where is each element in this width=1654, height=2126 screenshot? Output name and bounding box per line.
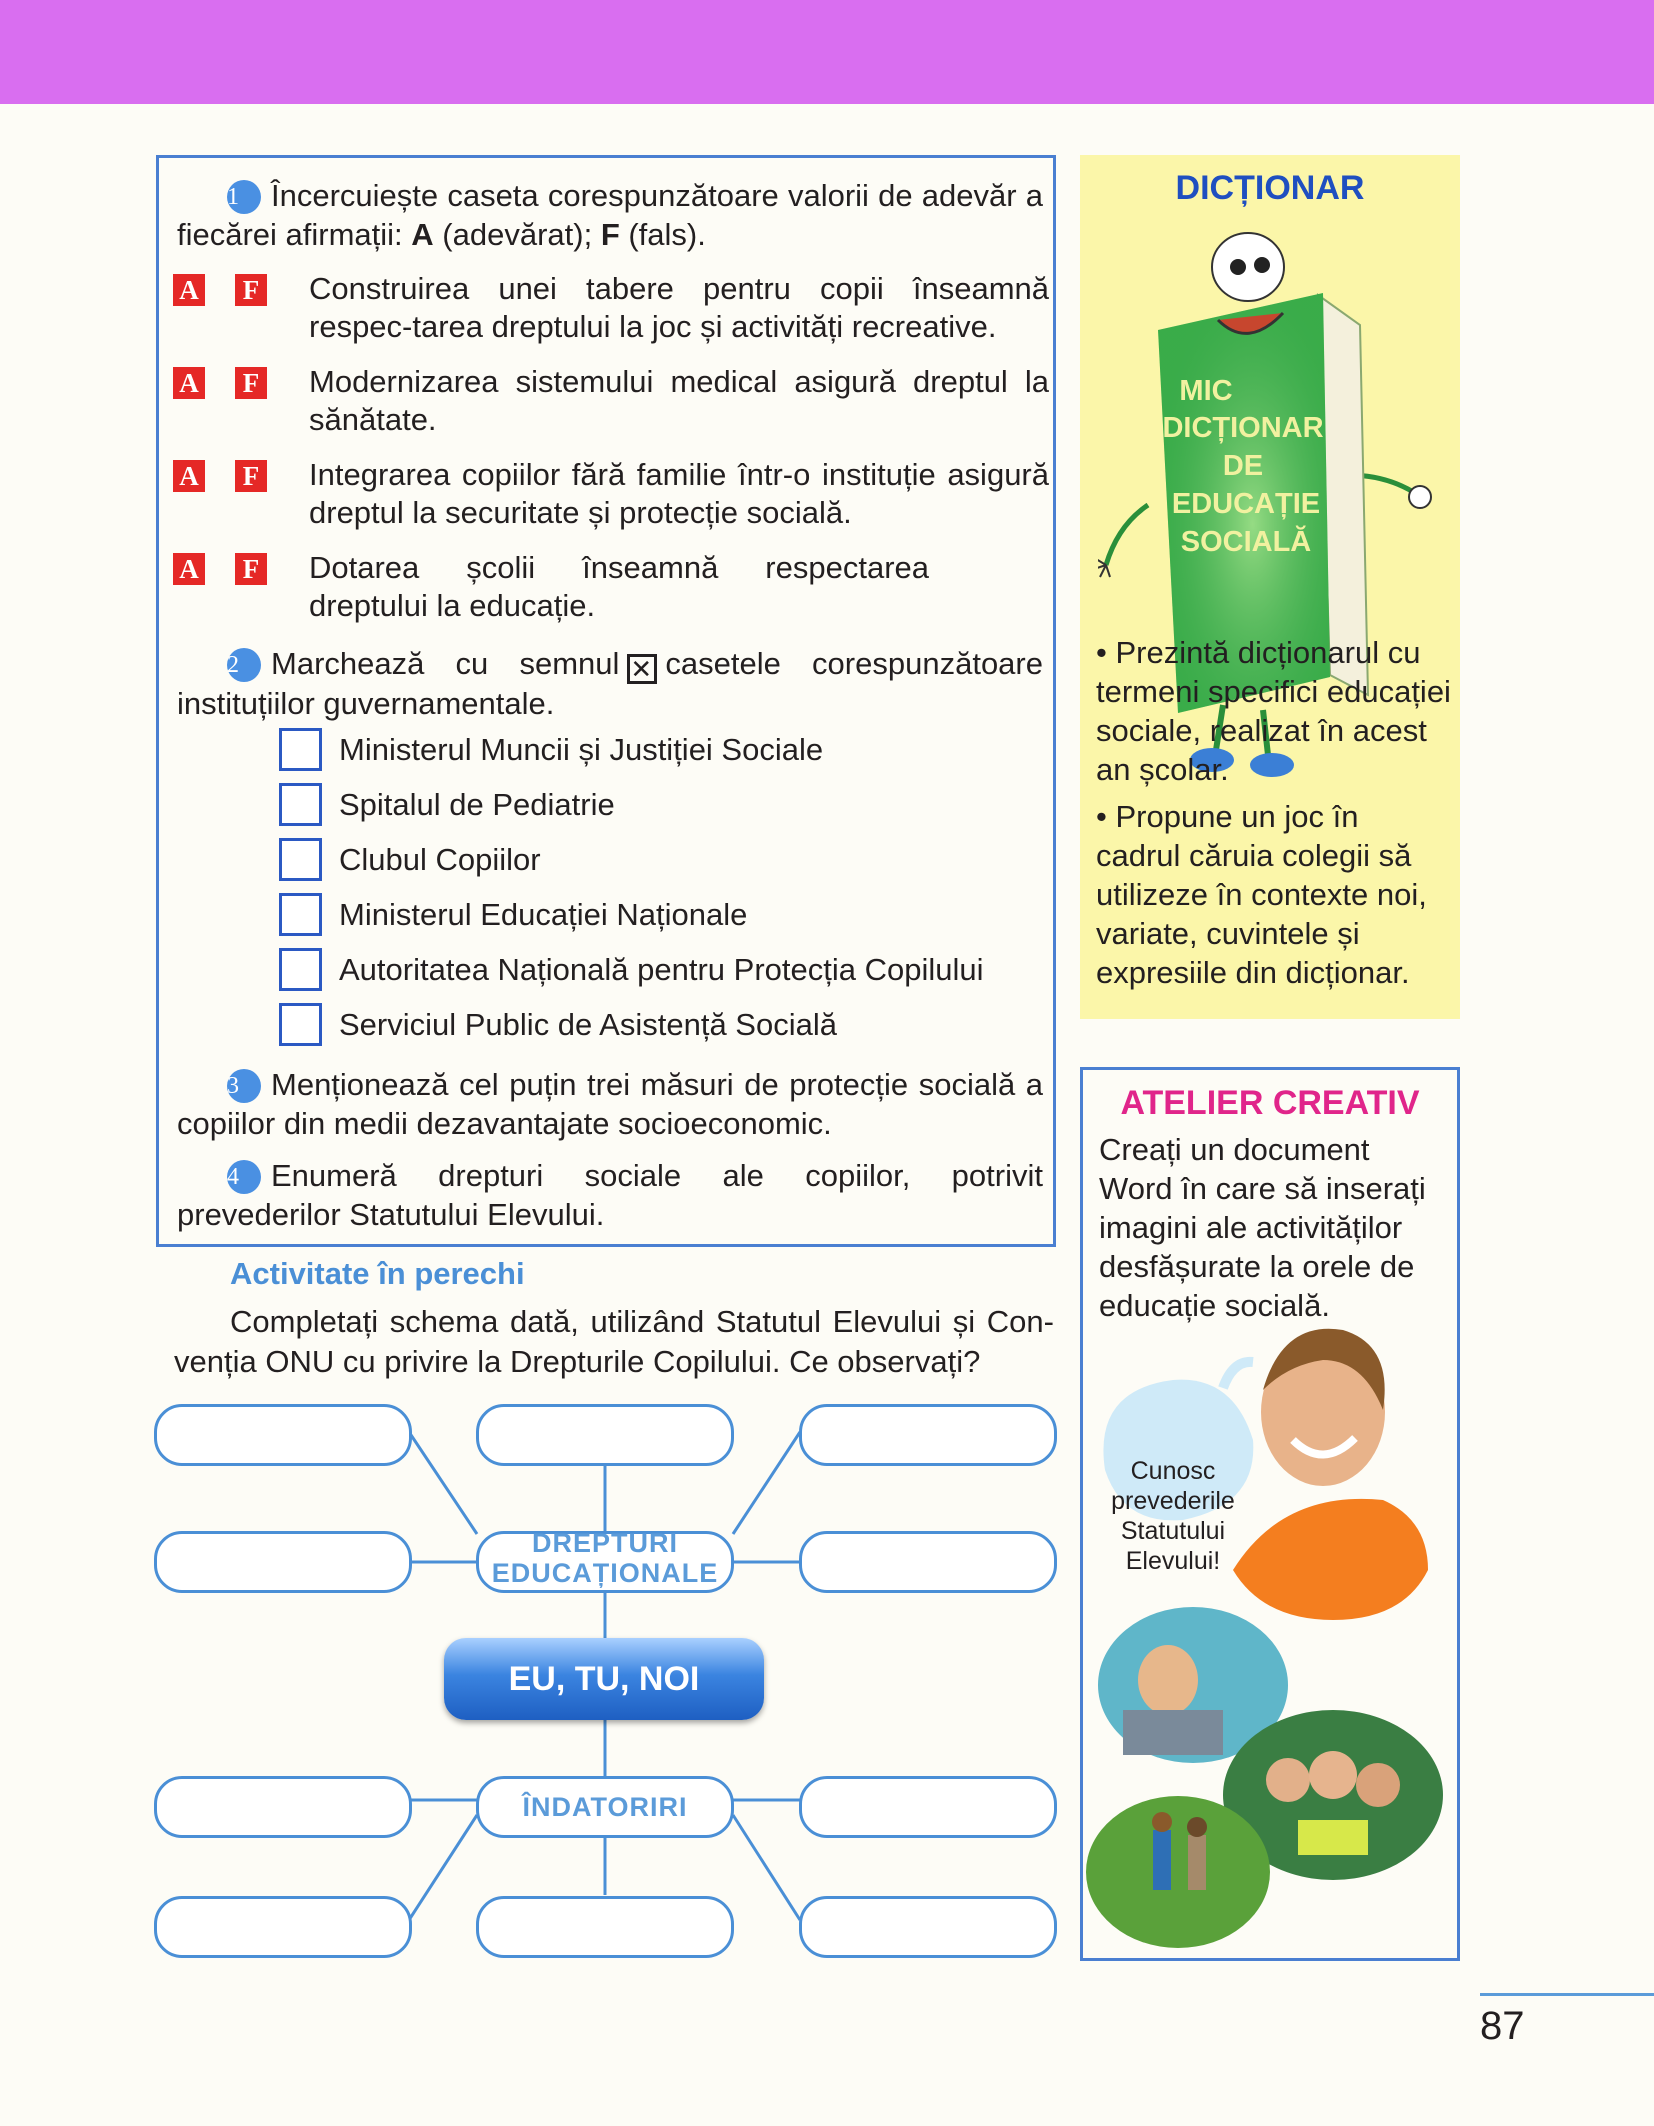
creative-workshop-title: ATELIER CREATIV: [1120, 1084, 1420, 1122]
checkbox[interactable]: [279, 893, 322, 936]
exercise-number-badge: 4: [227, 1160, 261, 1194]
diagram-blank-box[interactable]: [799, 1776, 1057, 1838]
diagram-center-node: EU, TU, NOI: [444, 1638, 764, 1720]
pair-activity-title: Activitate în perechi: [230, 1256, 525, 1291]
dictionary-bullet: • Prezintă dicționarul cu termeni specifici educației sociale, realizat în acest an școlar.: [1096, 635, 1451, 787]
page-number-rule: [1480, 1993, 1654, 1996]
checkbox-label: Spitalul de Pediatrie: [339, 787, 615, 822]
diagram-blank-box[interactable]: [154, 1404, 412, 1466]
true-option-box[interactable]: A: [173, 274, 205, 306]
exercise-4-instruction: 4 Enumeră drepturi sociale ale copiilor, potrivit prevederilor Statutului Elevului.: [177, 1158, 1043, 1232]
exercise-1-instruction: 1 Încercuiește caseta corespunzătoare valorii de adevăr a fiecărei afirmații: A (adevărat); F (fals).: [177, 178, 1043, 252]
checkbox[interactable]: [279, 1003, 322, 1046]
false-option-box[interactable]: F: [235, 274, 267, 306]
diagram-blank-box[interactable]: [154, 1776, 412, 1838]
exercise-number-badge: 3: [227, 1069, 261, 1103]
pair-activity-text: Completați schema dată, utilizând Statutul Elevului și Con-venția ONU cu privire la Drepturile Copilului. Ce observați?: [174, 1304, 1054, 1379]
exercise-3-instruction: 3 Menționează cel puțin trei măsuri de protecție socială a copiilor din medii dezavantajate socioeconomic.: [177, 1067, 1043, 1141]
boy-portrait-image: [1233, 1329, 1428, 1620]
true-false-item: [173, 363, 1049, 443]
true-false-item: [173, 549, 1049, 629]
exercise-number-badge: 2: [227, 648, 261, 682]
true-option-box[interactable]: A: [173, 553, 205, 585]
checkbox[interactable]: [279, 838, 322, 881]
checkbox-label: Ministerul Educației Naționale: [339, 897, 748, 932]
checkbox-label: Serviciul Public de Asistență Socială: [339, 1007, 837, 1042]
false-option-box[interactable]: F: [235, 367, 267, 399]
dictionary-panel: [1080, 155, 1460, 1019]
checkbox-label: Autoritatea Națională pentru Protecția Copilului: [339, 952, 984, 987]
diagram-node-label: ÎNDATORIRI: [522, 1792, 688, 1822]
diagram-blank-box[interactable]: [476, 1404, 734, 1466]
true-option-box[interactable]: A: [173, 367, 205, 399]
exercise-number-badge: 1: [227, 180, 261, 214]
statement-text: Dotarea școlii înseamnă respectarea dreptului la educație.: [309, 550, 929, 623]
checkbox[interactable]: [279, 728, 322, 771]
speech-bubble-text: Cunosc prevederile Statutului Elevului!: [1111, 1457, 1235, 1575]
svg-text:EDUCAȚIE: EDUCAȚIE: [1171, 488, 1321, 520]
forest-walk-image: [1086, 1796, 1270, 1948]
statement-text: Modernizarea sistemului medical asigură dreptul la sănătate.: [309, 364, 1049, 437]
checkbox-label: Ministerul Muncii și Justiției Sociale: [339, 732, 824, 767]
false-option-box[interactable]: F: [235, 553, 267, 585]
exercise-2-instruction: 2 Marchează cu semnul ✕ casetele corespunzătoare instituțiilor guvernamentale.: [177, 646, 1043, 721]
true-false-item: [173, 270, 1049, 350]
checkbox[interactable]: [279, 948, 322, 991]
svg-text:SOCIALĂ: SOCIALĂ: [1180, 526, 1312, 558]
diagram-node-label: DREPTURI EDUCAȚIONALE: [491, 1528, 719, 1588]
header-band: [0, 0, 1654, 104]
svg-text:DICȚIONAR: DICȚIONAR: [1162, 412, 1324, 444]
dictionary-bullet: • Propune un joc în cadrul căruia colegii să utilizeze în contexte noi, variate, cuvintele și expresiile din dicționar.: [1096, 799, 1427, 990]
true-option-box[interactable]: A: [173, 460, 205, 492]
exercises-frame: [156, 155, 1056, 1247]
statement-text: Construirea unei tabere pentru copii înseamnă respec-tarea dreptului la joc și activități recreative.: [309, 271, 1049, 344]
diagram-blank-box[interactable]: [799, 1896, 1057, 1958]
checkbox[interactable]: [279, 783, 322, 826]
creative-workshop-text: Creați un document Word în care să inserați imagini ale activităților desfășurate la orele de educație socială.: [1099, 1132, 1426, 1323]
false-option-box[interactable]: F: [235, 460, 267, 492]
students-photo-collage: [1083, 1320, 1457, 1960]
true-false-item: [173, 456, 1049, 536]
diagram-blank-box[interactable]: [799, 1404, 1057, 1466]
page-number: 87: [1480, 2004, 1525, 2048]
creative-workshop-panel: [1080, 1067, 1460, 1961]
svg-text:DE: DE: [1222, 450, 1264, 482]
dictionary-title: DICȚIONAR: [1175, 169, 1365, 207]
svg-text:MIC: MIC: [1179, 375, 1233, 407]
diagram-blank-box[interactable]: [799, 1531, 1057, 1593]
diagram-blank-box[interactable]: [476, 1896, 734, 1958]
checkbox-label: Clubul Copiilor: [339, 842, 541, 877]
diagram-blank-box[interactable]: [154, 1896, 412, 1958]
diagram-blank-box[interactable]: [154, 1531, 412, 1593]
statement-text: Integrarea copiilor fără familie într-o instituție asigură dreptul la securitate și protecție socială.: [309, 457, 1049, 530]
x-mark-icon: ✕: [627, 654, 657, 684]
